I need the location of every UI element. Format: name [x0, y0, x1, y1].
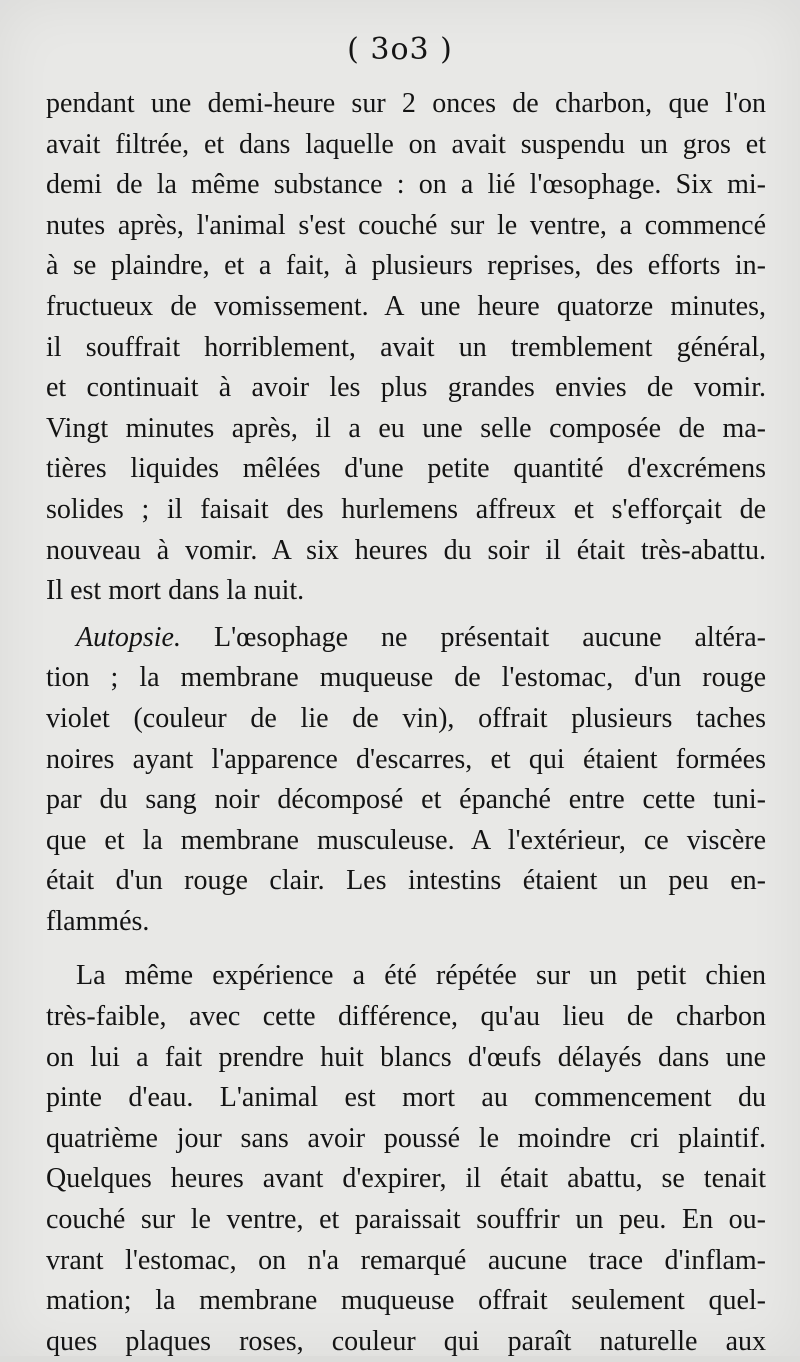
text-line: Vingt minutes après, il a eu une selle composée de ma- [46, 412, 766, 444]
text-line: demi de la même substance : on a lié l'œsophage. Six mi- [46, 169, 766, 201]
text-line: mation; la membrane muqueuse offrait seulement quel- [46, 1285, 766, 1317]
text-line: fructueux de vomissement. A une heure quatorze minutes, [46, 290, 766, 322]
text-line: noires ayant l'apparence d'escarres, et qui étaient formées [46, 743, 766, 775]
text-line: que et la membrane musculeuse. A l'extérieur, ce viscère [46, 824, 766, 856]
text-line: Quelques heures avant d'expirer, il était abattu, se tenait [46, 1163, 766, 1195]
text-line-rest: L'œsophage ne présentait aucune altéra- [181, 621, 766, 653]
text-line: tières liquides mêlées d'une petite quantité d'excrémens [46, 453, 766, 485]
autopsie-heading: Autopsie. [76, 621, 181, 653]
text-line: quatrième jour sans avoir poussé le moindre cri plaintif. [46, 1122, 766, 1154]
text-line: ques plaques roses, couleur qui paraît naturelle aux [46, 1325, 766, 1357]
text-line: on lui a fait prendre huit blancs d'œufs délayés dans une [46, 1041, 766, 1073]
paragraph-2 [46, 618, 766, 943]
text-line: flammés. [46, 905, 150, 937]
text-line: il souffrait horriblement, avait un tremblement général, [46, 331, 766, 363]
page-number: ( 3o3 ) [347, 32, 453, 67]
text-line: solides ; il faisait des hurlemens affreux et s'efforçait de [46, 493, 766, 525]
text-line: La même expérience a été répétée sur un petit chien [76, 960, 766, 992]
text-line [46, 618, 766, 659]
text-line: très-faible, avec cette différence, qu'au lieu de charbon [46, 1001, 766, 1033]
text-line: à se plaindre, et a fait, à plusieurs reprises, des efforts in- [46, 250, 766, 282]
text-line: tion ; la membrane muqueuse de l'estomac, d'un rouge [46, 662, 766, 694]
text-line: était d'un rouge clair. Les intestins étaient un peu en- [46, 865, 766, 897]
page-text [46, 84, 766, 1362]
text-line: Il est mort dans la nuit. [46, 575, 305, 607]
text-line: couché sur le ventre, et paraissait souffrir un peu. En ou- [46, 1204, 766, 1236]
text-line: pendant une demi-heure sur 2 onces de charbon, que l'on [46, 88, 766, 119]
text-line: nouveau à vomir. A six heures du soir il était très-abattu. [46, 534, 766, 566]
paragraph-1 [46, 84, 766, 612]
text-line: par du sang noir décomposé et épanché entre cette tuni- [46, 784, 766, 816]
text-line: pinte d'eau. L'animal est mort au commencement du [46, 1082, 766, 1114]
text-line: nutes après, l'animal s'est couché sur le ventre, a commencé [46, 209, 766, 241]
paragraph-3 [46, 956, 766, 1362]
text-line: violet (couleur de lie de vin), offrait plusieurs taches [46, 702, 766, 734]
text-line: et continuait à avoir les plus grandes envies de vomir. [46, 372, 766, 404]
text-line: avait filtrée, et dans laquelle on avait suspendu un gros et [46, 128, 766, 160]
text-line: vrant l'estomac, on n'a remarqué aucune trace d'inflam- [46, 1244, 766, 1276]
